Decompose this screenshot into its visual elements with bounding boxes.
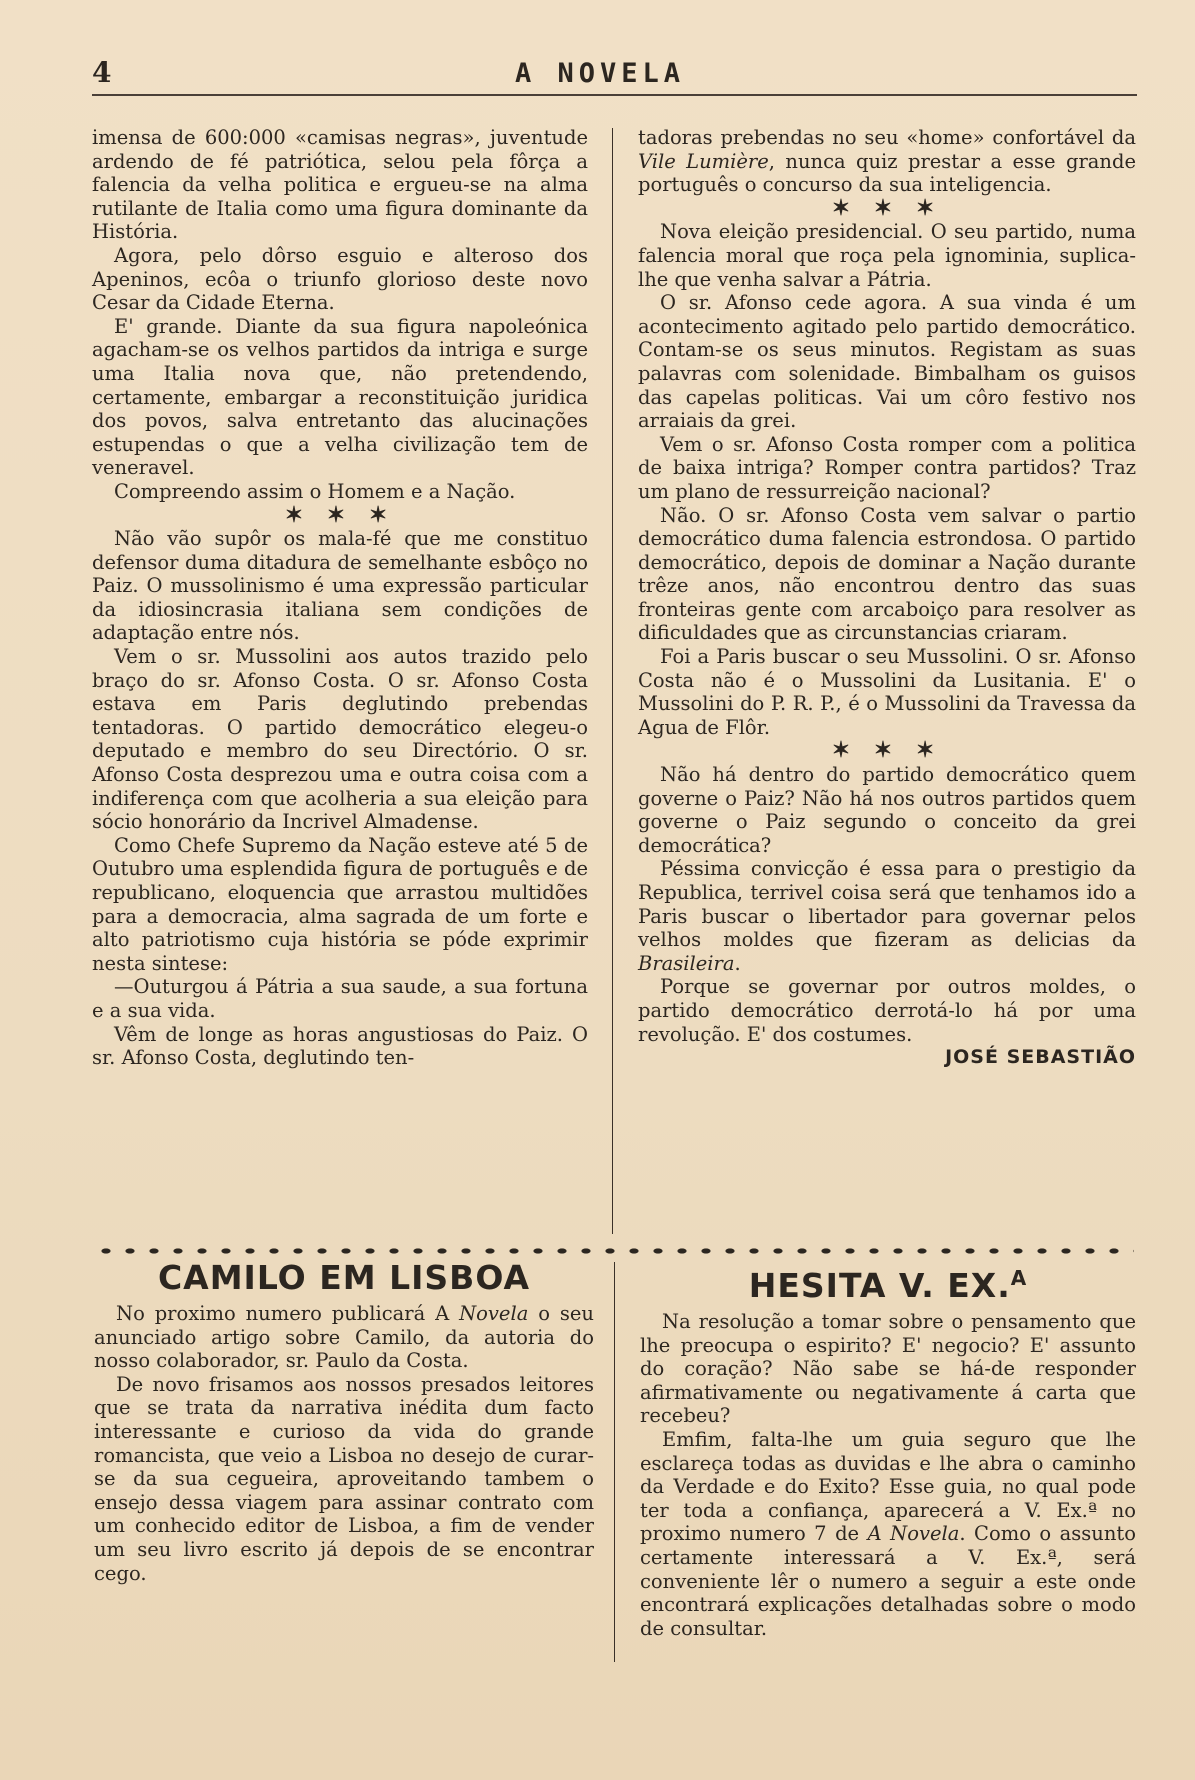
article-paragraph: Vem o sr. Afonso Costa romper com a politica de baixa intriga? Romper contra partidos? Traz um plano de ressurreição nacional? [638, 432, 1136, 503]
article-paragraph: Nova eleição presidencial. O seu partido, numa falencia moral que roça pela ignominia, suplica-lhe que venha salvar a Pátria. [638, 220, 1136, 291]
article-paragraph: Agora, pelo dôrso esguio e alteroso dos Apeninos, ecôa o triunfo glorioso deste novo Cesar da Cidade Eterna. [92, 243, 588, 315]
article-paragraph: imensa de 600:000 «camisas negras», juventude ardendo de fé patriótica, selou pela fôrça a falencia da velha politica e ergueu-se na alma rutilante de Italia como uma figura dominante da História. [92, 126, 588, 244]
article-paragraph: Não. O sr. Afonso Costa vem salvar o partio democrático duma falencia estrondosa. O partido democrático, depois de dominar a Nação durante trêze anos, não encontrou dentro das suas fronteiras gente com arcaboiço para resolver as dificuldades que as circunstancias criaram. [638, 503, 1136, 645]
column-divider [614, 1262, 615, 1662]
camilo-notice [94, 1258, 594, 1585]
section-stars: ✶ ✶ ✶ [284, 501, 396, 528]
section-stars: ✶ ✶ ✶ [831, 737, 943, 764]
article-paragraph: Vêm de longe as horas angustiosas do Paiz. O sr. Afonso Costa, deglutindo ten- [92, 1022, 588, 1070]
hesita-title: HESITA V. EX.$^A$ [748, 1266, 1028, 1305]
article-paragraph: Péssima convicção é essa para o prestigio da Republica, terrivel coisa será que tenhamos ido a Paris buscar o libertador para governar pelos velhos moldes que fizeram as delicias da Brasileira. [638, 857, 1136, 975]
camilo-title: CAMILO EM LISBOA [157, 1258, 531, 1297]
page-number: 4 [92, 56, 112, 89]
article-paragraph: Foi a Paris buscar o seu Mussolini. O sr. Afonso Costa não é o Mussolini da Lusitania. E' o Mussolini do P. R. P., é o Mussolini da Travessa da Agua de Flôr. [638, 645, 1136, 739]
hesita-paragraph: Emfim, falta-lhe um guia seguro que lhe esclareça todas as duvidas e lhe abra o caminho da Verdade e do Exito? Esse guia, no qual pode ter toda a confiança, aparecerá a V. Ex.ª no proximo numero 7 de A Novela. Como o assunto certamente interessará a V. Ex.ª, será conveniente lêr o numero a seguir a este onde encontrará explicações detalhadas sobre o modo de consultar. [640, 1427, 1136, 1640]
publication-title: A NOVELA [514, 58, 686, 89]
article-paragraph: —Outurgou á Pátria a sua saude, a sua fortuna e a sua vida. [92, 975, 588, 1022]
camilo-paragraph: De novo frisamos aos nossos presados leitores que se trata da narrativa inédita dum facto interessante e curioso da vida do grande romancista, que veio a Lisboa no desejo de curar-se da sua cegueira, aproveitando tambem o ensejo dessa viagem para assinar contrato com um conhecido editor de Lisboa, a fim de vender um seu livro escrito já depois de se encontrar cego. [94, 1372, 594, 1585]
article-right-column [638, 126, 1136, 1070]
hesita-notice [640, 1258, 1136, 1640]
article-paragraph: Porque se governar por outros moldes, o partido democrático derrotá-lo há por uma revolução. E' dos costumes. [638, 975, 1136, 1046]
column-divider [612, 128, 613, 1234]
article-paragraph: Compreendo assim o Homem e a Nação. [114, 479, 516, 503]
camilo-paragraph: No proximo numero publicará A Novela o seu anunciado artigo sobre Camilo, da autoria do nosso colaborador, sr. Paulo da Costa. [94, 1302, 594, 1373]
article-paragraph: Não há dentro do partido democrático quem governe o Paiz? Não há nos outros partidos quem governe o Paiz segundo o conceito da grei democrática? [638, 763, 1136, 857]
article-paragraph: tadoras prebendas no seu «home» confortável da Vile Lumière, nunca quiz prestar a esse grande português o concurso da sua inteligencia. [638, 126, 1137, 197]
article-paragraph: E' grande. Diante da sua figura napoleónica agacham-se os velhos partidos da intriga e surge uma Italia nova que, não pretendendo, certamente, embargar a reconstituição juridica dos povos, salva entretanto das alucinações estupendas o que a velha civilização tem de veneravel. [92, 314, 588, 480]
article-paragraph: Vem o sr. Mussolini aos autos trazido pelo braço do sr. Afonso Costa. O sr. Afonso Costa estava em Paris deglutindo prebendas tentadoras. O partido democrático elegeu-o deputado e membro do seu Directório. O sr. Afonso Costa desprezou uma e outra coisa com a indiferença com que acolheria a sua eleição para sócio honorário da Incrivel Almadense. [92, 645, 588, 834]
hesita-paragraph: Na resolução a tomar sobre o pensamento que lhe preocupa o espirito? E' negocio? E' assunto do coração? Não sabe se há-de responder afirmativamente ou negativamente á carta que recebeu? [640, 1310, 1136, 1428]
header-rule [92, 94, 1137, 96]
article-paragraph: O sr. Afonso cede agora. A sua vinda é um acontecimento agitado pelo partido democrático. Contam-se os seus minutos. Registam as suas palavras com solenidade. Bimbalham os guisos das capelas politicas. Vai um côro festivo nos arraiais da grei. [638, 291, 1136, 433]
article-left-column [92, 126, 588, 1070]
article-paragraph: Como Chefe Supremo da Nação esteve até 5 de Outubro uma esplendida figura de português e de republicano, eloquencia que arrastou multidões para a democracia, alma sagrada de um forte e alto patriotismo cuja história se póde exprimir nesta sintese: [92, 833, 588, 975]
article-paragraph: Não vão supôr os mala-fé que me constituo defensor duma ditadura de semelhante esbôço no Paiz. O mussolinismo é uma expressão particular da idiosincrasia italiana sem condições de adaptação entre nós. [92, 527, 588, 645]
author-signature: JOSÉ SEBASTIÃO [945, 1046, 1136, 1069]
ornamental-divider [94, 1245, 1134, 1257]
section-stars: ✶ ✶ ✶ [831, 194, 943, 221]
